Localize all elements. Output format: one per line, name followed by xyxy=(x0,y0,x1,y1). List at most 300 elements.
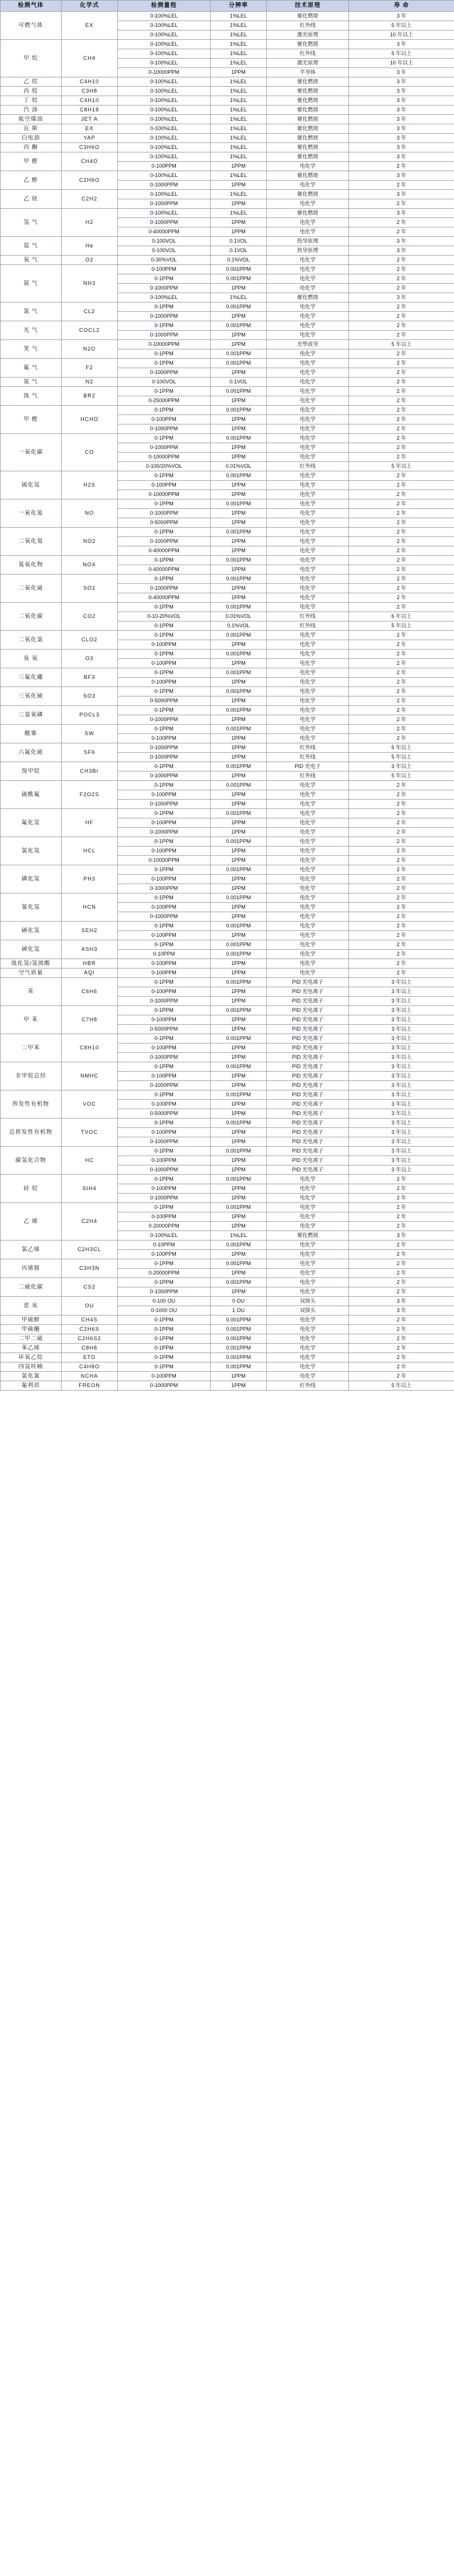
range-cell: 0-1PPM xyxy=(118,781,211,790)
resolution-cell: 0.001PPM xyxy=(211,499,267,509)
lifetime-cell: 2 年 xyxy=(349,396,454,406)
range-cell: 0-100%LEL xyxy=(118,115,211,124)
lifetime-cell: 2 年 xyxy=(349,1250,454,1259)
resolution-cell: 1PPM xyxy=(211,537,267,546)
formula-cell: NH3 xyxy=(62,265,118,303)
technology-cell: 电化学 xyxy=(267,471,349,481)
range-cell: 0-10000PPM xyxy=(118,68,211,77)
resolution-cell: 0.001PPM xyxy=(211,1147,267,1156)
table-row xyxy=(1,706,454,715)
resolution-cell: 1PPM xyxy=(211,875,267,884)
range-cell: 0-1000 OU xyxy=(118,1306,211,1316)
lifetime-cell: 2 年 xyxy=(349,603,454,612)
lifetime-cell: 2 年 xyxy=(349,922,454,931)
resolution-cell: 1%LEL xyxy=(211,30,267,40)
table-row xyxy=(1,96,454,106)
formula-cell: HBR xyxy=(62,959,118,968)
technology-cell: 电化学 xyxy=(267,593,349,603)
lifetime-cell: 3 年以上 xyxy=(349,1119,454,1128)
range-cell: 0-1000PPM xyxy=(118,368,211,378)
range-cell: 0-1PPM xyxy=(118,303,211,312)
resolution-cell: 1PPM xyxy=(211,1156,267,1165)
technology-cell: PID 光电离子 xyxy=(267,997,349,1006)
formula-cell: He xyxy=(62,237,118,256)
resolution-cell: 1%LEL xyxy=(211,21,267,30)
technology-cell: 电化学 xyxy=(267,1334,349,1344)
gas-name-cell: 氯化氰 xyxy=(1,1372,62,1381)
lifetime-cell: 2 年 xyxy=(349,903,454,912)
resolution-cell: 0.001PPM xyxy=(211,978,267,987)
range-cell: 0-1000PPM xyxy=(118,997,211,1006)
resolution-cell: 1PPM xyxy=(211,856,267,865)
formula-cell: SF6 xyxy=(62,743,118,762)
technology-cell: 电化学 xyxy=(267,509,349,518)
table-row xyxy=(1,1147,454,1156)
technology-cell: PID 光电离子 xyxy=(267,1015,349,1025)
resolution-cell: 0.001PPM xyxy=(211,1316,267,1325)
table-row xyxy=(1,12,454,21)
range-cell: 0-1PPM xyxy=(118,359,211,368)
range-cell: 0-10000PPM xyxy=(118,856,211,865)
lifetime-cell: 2 年 xyxy=(349,1222,454,1231)
technology-cell: PID 光电离子 xyxy=(267,1006,349,1015)
lifetime-cell: 3 年以上 xyxy=(349,1044,454,1053)
resolution-cell: 1PPM xyxy=(211,1137,267,1147)
range-cell: 0-1PPM xyxy=(118,650,211,659)
lifetime-cell: 3 年 xyxy=(349,12,454,21)
resolution-cell: 1PPM xyxy=(211,565,267,575)
gas-name-cell: 甲 烷 xyxy=(1,40,62,77)
lifetime-cell: 10 年以上 xyxy=(349,59,454,68)
technology-cell: 电化学 xyxy=(267,828,349,837)
gas-name-cell: 一氧化氮 xyxy=(1,499,62,528)
resolution-cell: 1%LEL xyxy=(211,106,267,115)
range-cell: 0-100%LEL xyxy=(118,124,211,134)
formula-cell: CH3Br xyxy=(62,762,118,781)
technology-cell: 电化学 xyxy=(267,274,349,284)
lifetime-cell: 2 年 xyxy=(349,725,454,734)
lifetime-cell: 2 年 xyxy=(349,1269,454,1278)
lifetime-cell: 2 年 xyxy=(349,284,454,293)
formula-cell: N2O xyxy=(62,340,118,359)
table-row xyxy=(1,265,454,274)
resolution-cell: 0.001PPM xyxy=(211,1203,267,1212)
lifetime-cell: 2 年 xyxy=(349,668,454,678)
resolution-cell: 1PPM xyxy=(211,481,267,490)
range-cell: 0-100PPM xyxy=(118,265,211,274)
gas-name-cell: 乙 烯 xyxy=(1,1203,62,1241)
formula-cell: COCL2 xyxy=(62,321,118,340)
formula-cell: C3H6O xyxy=(62,143,118,152)
range-cell: 0-1PPM xyxy=(118,1259,211,1269)
technology-cell: 电化学 xyxy=(267,546,349,556)
technology-cell: 光學波导 xyxy=(267,340,349,349)
lifetime-cell: 3 年以上 xyxy=(349,1006,454,1015)
lifetime-cell: 5 年以上 xyxy=(349,340,454,349)
technology-cell: PID 光电离子 xyxy=(267,1044,349,1053)
table-row xyxy=(1,1090,454,1100)
range-cell: 0-100PPM xyxy=(118,1015,211,1025)
resolution-cell: 1%LEL xyxy=(211,190,267,199)
formula-cell: C6H6 xyxy=(62,978,118,1006)
gas-name-cell: 航空煤油 xyxy=(1,115,62,124)
resolution-cell: 0.001PPM xyxy=(211,274,267,284)
gas-name-cell: 氮氧化物 xyxy=(1,556,62,575)
technology-cell: 电化学 xyxy=(267,668,349,678)
range-cell: 0-100%LEL xyxy=(118,171,211,181)
resolution-cell: 1PPM xyxy=(211,1184,267,1194)
lifetime-cell: 3 年 xyxy=(349,143,454,152)
lifetime-cell: 3 年 xyxy=(349,134,454,143)
column-header-resolution: 分辨率 xyxy=(211,1,267,12)
resolution-cell: 0.1VOL xyxy=(211,237,267,246)
resolution-cell: 1PPM xyxy=(211,968,267,978)
formula-cell: SEH2 xyxy=(62,922,118,940)
resolution-cell: 0.001PPM xyxy=(211,1119,267,1128)
range-cell: 0-1PPM xyxy=(118,603,211,612)
range-cell: 0-100%LEL xyxy=(118,96,211,106)
column-header-technology: 技术原理 xyxy=(267,1,349,12)
lifetime-cell: 2 年 xyxy=(349,499,454,509)
table-row xyxy=(1,603,454,612)
formula-cell: POCL3 xyxy=(62,706,118,725)
technology-cell: PID 光电离子 xyxy=(267,1025,349,1034)
resolution-cell: 1PPM xyxy=(211,987,267,997)
lifetime-cell: 10 年以上 xyxy=(349,30,454,40)
technology-cell: 电化学 xyxy=(267,406,349,415)
technology-cell: 电化学 xyxy=(267,518,349,528)
technology-cell: 电化学 xyxy=(267,349,349,359)
range-cell: 0-1000PPM xyxy=(118,218,211,227)
lifetime-cell: 2 年 xyxy=(349,218,454,227)
lifetime-cell: 2 年 xyxy=(349,556,454,565)
lifetime-cell: 2 年 xyxy=(349,443,454,453)
gas-name-cell: 溴化氢/氢溴酸 xyxy=(1,959,62,968)
formula-cell: CH4 xyxy=(62,40,118,77)
lifetime-cell: 2 年 xyxy=(349,696,454,706)
technology-cell: 电化学 xyxy=(267,1316,349,1325)
resolution-cell: 1PPM xyxy=(211,678,267,687)
gas-name-cell: 二氧化氮 xyxy=(1,528,62,556)
resolution-cell: 1PPM xyxy=(211,790,267,800)
table-row xyxy=(1,378,454,387)
resolution-cell: 1PPM xyxy=(211,1381,267,1391)
gas-name-cell: 三氟化硼 xyxy=(1,668,62,687)
technology-cell: 电化学 xyxy=(267,415,349,424)
resolution-cell: 1PPM xyxy=(211,1372,267,1381)
column-header-formula: 化学式 xyxy=(62,1,118,12)
lifetime-cell: 3 年 xyxy=(349,152,454,162)
range-cell: 0-1PPM xyxy=(118,1090,211,1100)
lifetime-cell: 2 年 xyxy=(349,1212,454,1222)
resolution-cell: 1PPM xyxy=(211,181,267,190)
technology-cell: 电化学 xyxy=(267,424,349,434)
range-cell: 0-40000PPM xyxy=(118,546,211,556)
resolution-cell: 1%LEL xyxy=(211,209,267,218)
resolution-cell: 1PPM xyxy=(211,1081,267,1090)
table-row xyxy=(1,387,454,396)
lifetime-cell: 2 年 xyxy=(349,1278,454,1287)
resolution-cell: 1PPM xyxy=(211,696,267,706)
technology-cell: 电化学 xyxy=(267,875,349,884)
gas-name-cell: 甲硫醇 xyxy=(1,1316,62,1325)
range-cell: 0-1PPM xyxy=(118,1362,211,1372)
technology-cell: 电化学 xyxy=(267,256,349,265)
formula-cell: CH4S xyxy=(62,1316,118,1325)
resolution-cell: 0.001PPM xyxy=(211,950,267,959)
range-cell: 0-100PPM xyxy=(118,1212,211,1222)
formula-cell: EX xyxy=(62,12,118,40)
range-cell: 0-10000PPM xyxy=(118,490,211,499)
table-row xyxy=(1,1344,454,1353)
lifetime-cell: 3 年 xyxy=(349,237,454,246)
technology-cell: 催化燃烧 xyxy=(267,77,349,87)
range-cell: 0-1PPM xyxy=(118,865,211,875)
range-cell: 0-1PPM xyxy=(118,1278,211,1287)
range-cell: 0-100PPM xyxy=(118,875,211,884)
lifetime-cell: 2 年 xyxy=(349,378,454,387)
range-cell: 0-40000PPM xyxy=(118,565,211,575)
range-cell: 0-30%VOL xyxy=(118,256,211,265)
gas-name-cell: 氨 气 xyxy=(1,265,62,303)
gas-name-cell: 硒化氢 xyxy=(1,922,62,940)
range-cell: 0-100PPM xyxy=(118,415,211,424)
formula-cell: C2H6S2 xyxy=(62,1334,118,1344)
range-cell: 0-100PPM xyxy=(118,1100,211,1109)
lifetime-cell: 3 年以上 xyxy=(349,1072,454,1081)
technology-cell: 电化学 xyxy=(267,303,349,312)
resolution-cell: 1PPM xyxy=(211,772,267,781)
technology-cell: 催化燃烧 xyxy=(267,171,349,181)
table-row xyxy=(1,143,454,152)
resolution-cell: 0.001PPM xyxy=(211,265,267,274)
gas-name-cell: 溴 气 xyxy=(1,387,62,406)
range-cell: 0-100%LEL xyxy=(118,49,211,59)
table-row xyxy=(1,556,454,565)
lifetime-cell: 2 年 xyxy=(349,865,454,875)
resolution-cell: 1PPM xyxy=(211,1015,267,1025)
resolution-cell: 1PPM xyxy=(211,1053,267,1062)
range-cell: 0-1PPM xyxy=(118,687,211,696)
technology-cell: 半导体 xyxy=(267,68,349,77)
gas-name-cell: 氧 气 xyxy=(1,256,62,265)
formula-cell: TVOC xyxy=(62,1119,118,1147)
technology-cell: 电化学 xyxy=(267,678,349,687)
lifetime-cell: 2 年 xyxy=(349,884,454,893)
lifetime-cell: 5 年以上 xyxy=(349,621,454,631)
gas-name-cell: 氰化氢 xyxy=(1,893,62,922)
technology-cell: 电化学 xyxy=(267,528,349,537)
lifetime-cell: 2 年 xyxy=(349,706,454,715)
technology-cell: 催化燃烧 xyxy=(267,143,349,152)
technology-cell: 电化学 xyxy=(267,378,349,387)
resolution-cell: 1%LEL xyxy=(211,77,267,87)
column-header-lifetime: 寿 命 xyxy=(349,1,454,12)
range-cell: 0-1000PPM xyxy=(118,800,211,809)
table-row xyxy=(1,687,454,696)
range-cell: 0-100PPM xyxy=(118,640,211,650)
technology-cell: 电化学 xyxy=(267,584,349,593)
gas-name-cell: 酸雾 xyxy=(1,725,62,743)
technology-cell: 电化学 xyxy=(267,893,349,903)
technology-cell: 电化学 xyxy=(267,1325,349,1334)
resolution-cell: 1PPM xyxy=(211,1165,267,1175)
resolution-cell: 0.001PPM xyxy=(211,1344,267,1353)
gas-name-cell: 氯乙烯 xyxy=(1,1241,62,1259)
technology-cell: 电化学 xyxy=(267,1222,349,1231)
range-cell: 0-100%LEL xyxy=(118,143,211,152)
resolution-cell: 1%LEL xyxy=(211,143,267,152)
technology-cell: 电化学 xyxy=(267,499,349,509)
range-cell: 0-100VOL xyxy=(118,246,211,256)
resolution-cell: 1%LEL xyxy=(211,152,267,162)
range-cell: 0-1000PPM xyxy=(118,181,211,190)
technology-cell: PID 光电离子 xyxy=(267,1062,349,1072)
technology-cell: 电化学 xyxy=(267,706,349,715)
technology-cell: 电化学 xyxy=(267,387,349,396)
range-cell: 0-100PPM xyxy=(118,818,211,828)
resolution-cell: 1PPM xyxy=(211,415,267,424)
table-row xyxy=(1,237,454,246)
resolution-cell: 1%LEL xyxy=(211,293,267,303)
technology-cell: 电化学 xyxy=(267,922,349,931)
gas-name-cell: 白电油 xyxy=(1,134,62,143)
lifetime-cell: 2 年 xyxy=(349,434,454,443)
technology-cell: 催化燃烧 xyxy=(267,293,349,303)
technology-cell: 电化学 xyxy=(267,968,349,978)
formula-cell: EX xyxy=(62,124,118,134)
gas-name-cell: 硫化氢 xyxy=(1,471,62,499)
technology-cell: 催化燃烧 xyxy=(267,96,349,106)
lifetime-cell: 2 年 xyxy=(349,575,454,584)
range-cell: 0-1000PPM xyxy=(118,772,211,781)
table-row xyxy=(1,340,454,349)
resolution-cell: 1PPM xyxy=(211,199,267,209)
lifetime-cell: 3 年以上 xyxy=(349,1147,454,1156)
gas-name-cell: 总挥发性有机物 xyxy=(1,1119,62,1147)
technology-cell: 电化学 xyxy=(267,453,349,462)
lifetime-cell: 2 年 xyxy=(349,181,454,190)
formula-cell: NO2 xyxy=(62,528,118,556)
lifetime-cell: 3 年以上 xyxy=(349,1062,454,1072)
technology-cell: 电化学 xyxy=(267,1269,349,1278)
range-cell: 0-100 OU xyxy=(118,1297,211,1306)
lifetime-cell: 5 年以上 xyxy=(349,772,454,781)
formula-cell: AQI xyxy=(62,968,118,978)
table-row xyxy=(1,575,454,584)
range-cell: 0-1000PPM xyxy=(118,1137,211,1147)
lifetime-cell: 3 年以上 xyxy=(349,1081,454,1090)
technology-cell: 电化学 xyxy=(267,696,349,706)
resolution-cell: 1%LEL xyxy=(211,124,267,134)
lifetime-cell: 2 年 xyxy=(349,349,454,359)
table-row xyxy=(1,922,454,931)
technology-cell: PID 光电离子 xyxy=(267,1034,349,1044)
lifetime-cell: 2 年 xyxy=(349,678,454,687)
technology-cell: 电化学 xyxy=(267,715,349,725)
range-cell: 0-100%LEL xyxy=(118,134,211,143)
technology-cell: PID 光电离子 xyxy=(267,1081,349,1090)
range-cell: 0-1PPM xyxy=(118,725,211,734)
range-cell: 0-100PPM xyxy=(118,1156,211,1165)
range-cell: 0-1PPM xyxy=(118,1147,211,1156)
lifetime-cell: 2 年 xyxy=(349,331,454,340)
lifetime-cell: 3 年 xyxy=(349,96,454,106)
resolution-cell: 1PPM xyxy=(211,1044,267,1053)
table-row xyxy=(1,106,454,115)
table-row xyxy=(1,256,454,265)
technology-cell: 电化学 xyxy=(267,950,349,959)
technology-cell: 电化学 xyxy=(267,790,349,800)
range-cell: 0-1000PPM xyxy=(118,537,211,546)
lifetime-cell: 5 年以上 xyxy=(349,743,454,753)
lifetime-cell: 2 年 xyxy=(349,1287,454,1297)
table-row xyxy=(1,668,454,678)
lifetime-cell: 2 年 xyxy=(349,528,454,537)
lifetime-cell: 2 年 xyxy=(349,790,454,800)
resolution-cell: 1PPM xyxy=(211,1128,267,1137)
resolution-cell: 0.001PPM xyxy=(211,1334,267,1344)
technology-cell: 电化学 xyxy=(267,575,349,584)
resolution-cell: 1%LEL xyxy=(211,171,267,181)
lifetime-cell: 2 年 xyxy=(349,312,454,321)
range-cell: 0-1PPM xyxy=(118,631,211,640)
formula-cell: C3H8 xyxy=(62,87,118,96)
technology-cell: 电化学 xyxy=(267,265,349,274)
lifetime-cell: 2 年 xyxy=(349,1344,454,1353)
technology-cell: 电化学 xyxy=(267,837,349,847)
technology-cell: 催化燃烧 xyxy=(267,152,349,162)
technology-cell: PID 光电离子 xyxy=(267,1072,349,1081)
resolution-cell: 0.01%VOL xyxy=(211,462,267,471)
resolution-cell: 0.1%VOL xyxy=(211,256,267,265)
range-cell: 0-100%LEL xyxy=(118,21,211,30)
formula-cell: H2S xyxy=(62,471,118,499)
technology-cell: 红外线 xyxy=(267,772,349,781)
formula-cell: O2 xyxy=(62,256,118,265)
range-cell: 0-1000PPM xyxy=(118,199,211,209)
table-row xyxy=(1,1297,454,1306)
range-cell: 0-25000PPM xyxy=(118,396,211,406)
resolution-cell: 1PPM xyxy=(211,1072,267,1081)
formula-cell: F2O2S xyxy=(62,781,118,809)
range-cell: 0-1PPM xyxy=(118,274,211,284)
formula-cell: C2H3CL xyxy=(62,1241,118,1259)
table-row xyxy=(1,1006,454,1015)
gas-name-cell: 硅 烷 xyxy=(1,1175,62,1203)
gas-name-cell: 光 气 xyxy=(1,321,62,340)
range-cell: 0-1PPM xyxy=(118,621,211,631)
resolution-cell: 1PPM xyxy=(211,734,267,743)
formula-cell: SIH4 xyxy=(62,1175,118,1203)
range-cell: 0-20000PPM xyxy=(118,1222,211,1231)
gas-name-cell: 汽 油 xyxy=(1,106,62,115)
formula-cell: C4H8O xyxy=(62,1362,118,1372)
lifetime-cell: 2 年 xyxy=(349,537,454,546)
lifetime-cell: 2 年 xyxy=(349,640,454,650)
gas-name-cell: 氟利昂 xyxy=(1,1381,62,1391)
technology-cell: 电化学 xyxy=(267,1241,349,1250)
table-row xyxy=(1,725,454,734)
resolution-cell: 1PPM xyxy=(211,162,267,171)
table-row xyxy=(1,1325,454,1334)
gas-name-cell: 二甲苯 xyxy=(1,1034,62,1062)
resolution-cell: 1PPM xyxy=(211,1250,267,1259)
lifetime-cell: 2 年 xyxy=(349,959,454,968)
lifetime-cell: 5 年以上 xyxy=(349,21,454,30)
lifetime-cell: 3 年以上 xyxy=(349,1025,454,1034)
formula-cell: C8H8 xyxy=(62,1344,118,1353)
